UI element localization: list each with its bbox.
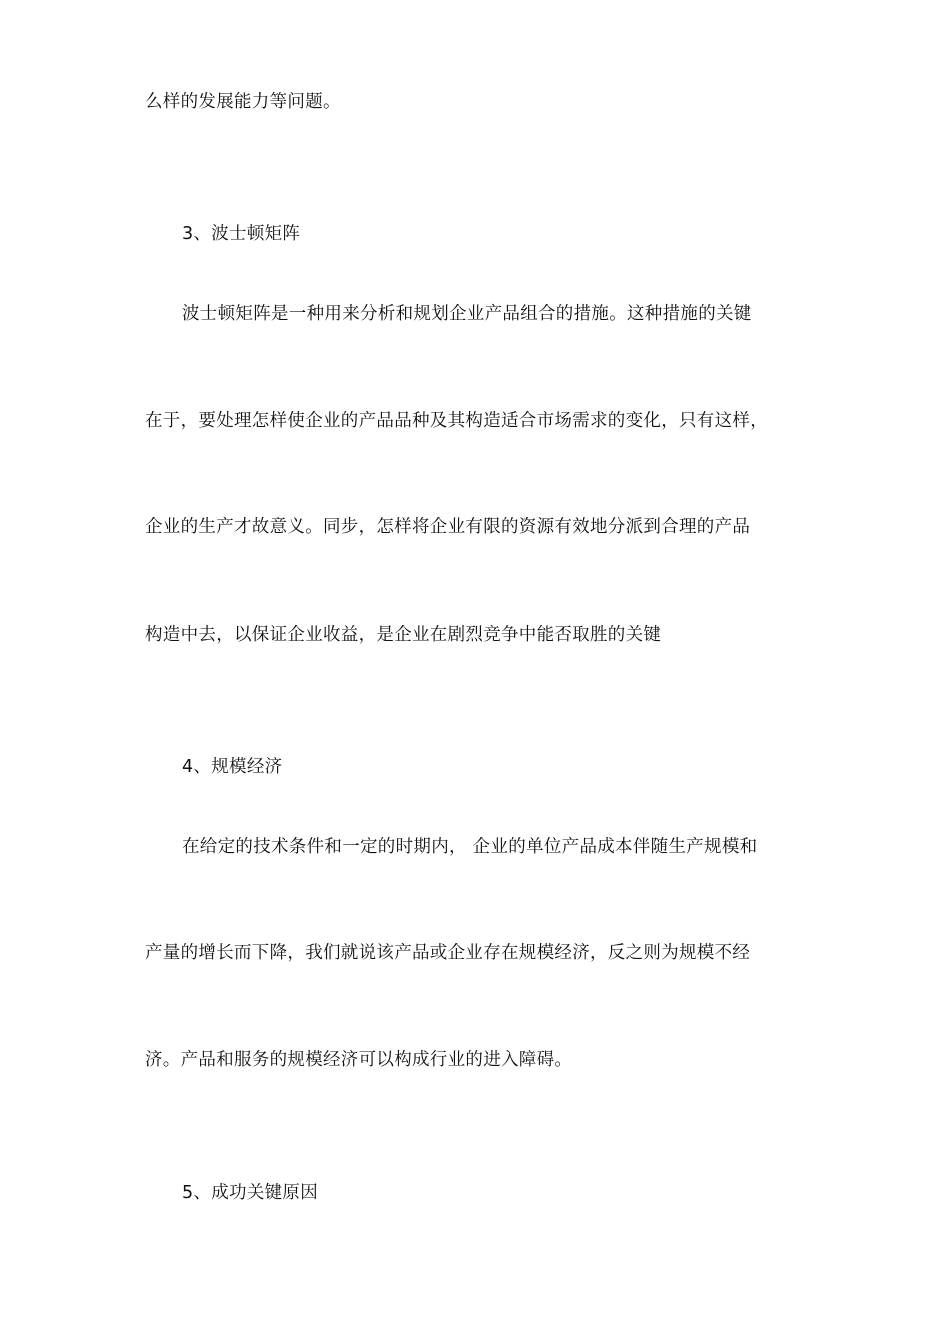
continuation-text: 么样的发展能力等问题。: [145, 92, 341, 112]
paragraph-line: 在给定的技术条件和一定的时期内， 企业的单位产品成本伴随生产规模和: [182, 837, 758, 857]
paragraph-line: 构造中去，以保证企业收益，是企业在剧烈竞争中能否取胜的关键: [145, 625, 662, 645]
paragraph-line: 产量的增长而下降，我们就说该产品或企业存在规模经济，反之则为规模不经: [145, 943, 751, 963]
section-heading-boston-matrix: 3、波士顿矩阵: [182, 224, 301, 244]
paragraph-line: 在于，要处理怎样使企业的产品品种及其构造适合市场需求的变化，只有这样，: [145, 411, 768, 431]
section-heading-key-success-factors: 5、成功关键原因: [182, 1183, 319, 1203]
paragraph-line: 企业的生产才故意义。同步，怎样将企业有限的资源有效地分派到合理的产品: [145, 517, 751, 537]
section-heading-economies-of-scale: 4、规模经济: [182, 757, 283, 777]
paragraph-line: 济。产品和服务的规模经济可以构成行业的进入障碍。: [145, 1050, 573, 1070]
paragraph-line: 波士顿矩阵是一种用来分析和规划企业产品组合的措施。这种措施的关键: [182, 304, 752, 324]
